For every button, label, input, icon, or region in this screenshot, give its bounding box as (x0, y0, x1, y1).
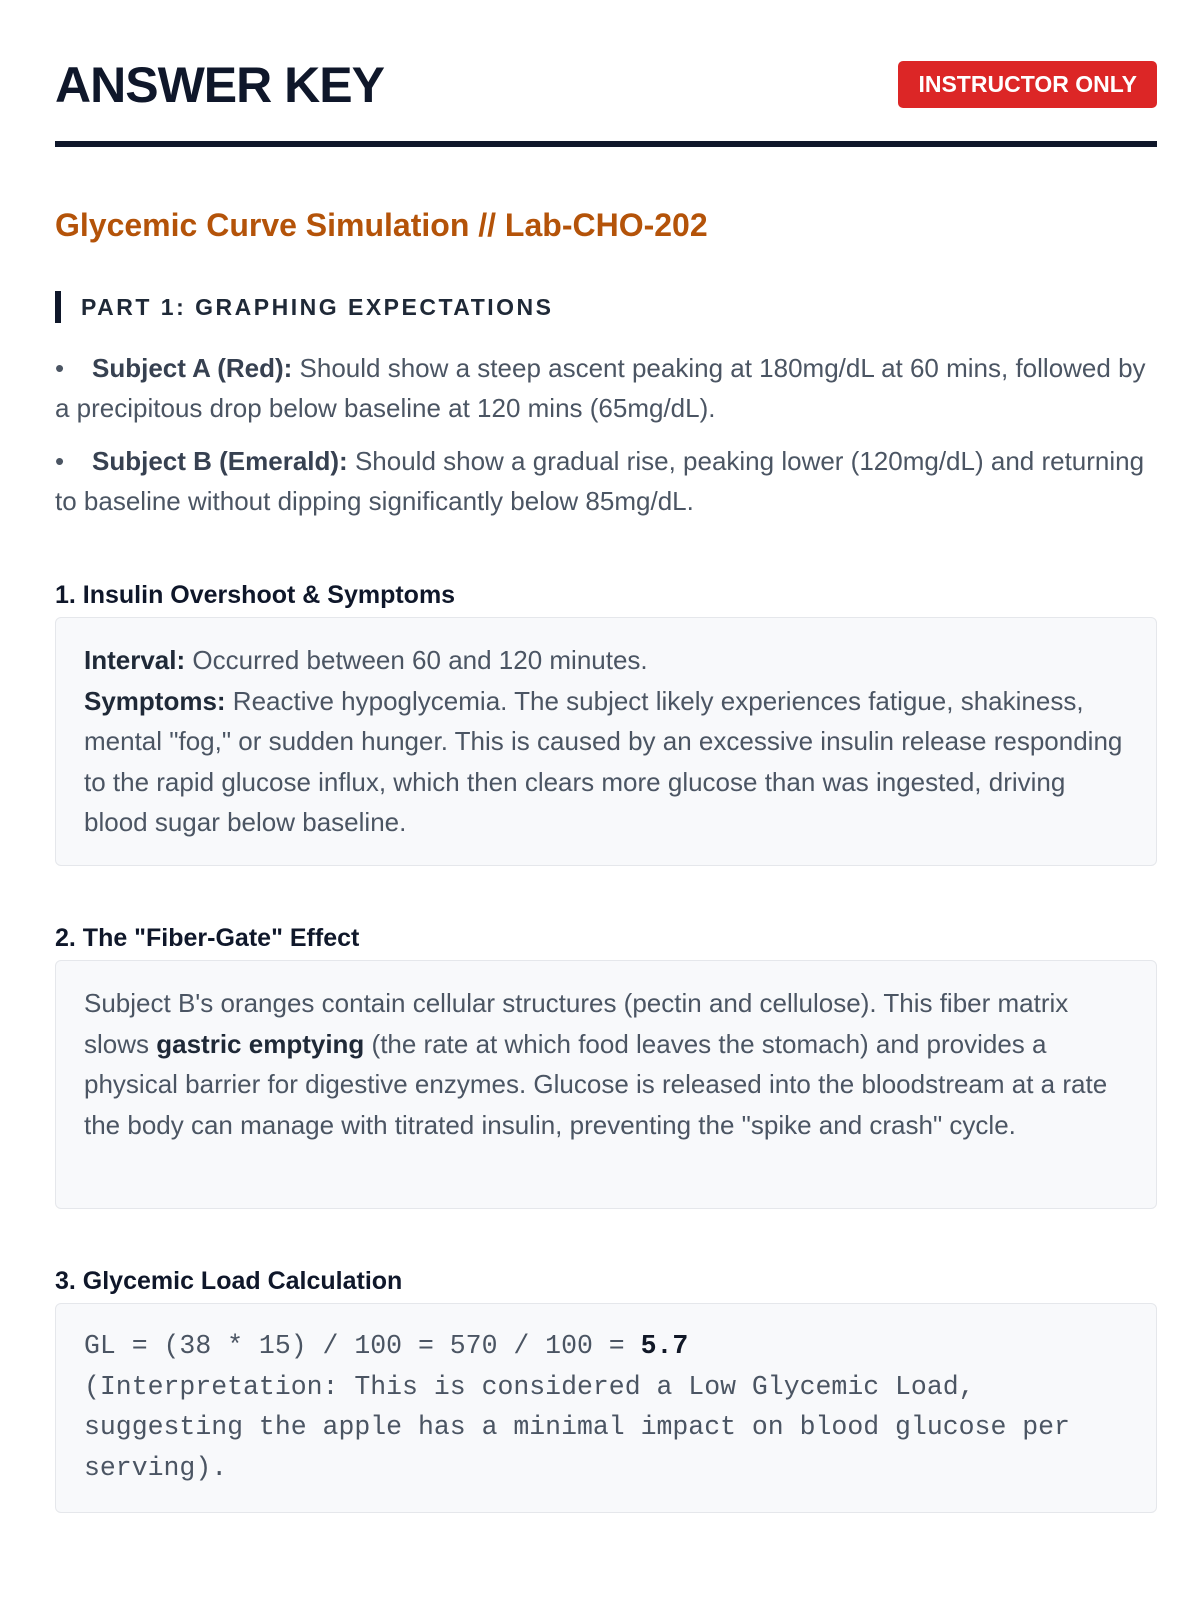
question-2-answer (55, 960, 1157, 1209)
question-2-title: 2. The "Fiber-Gate" Effect (55, 924, 360, 952)
question-1-title: 1. Insulin Overshoot & Symptoms (55, 581, 456, 609)
list-item (55, 441, 1160, 521)
gl-interpretation: (Interpretation: This is considered a Low Glycemic Load, suggesting the apple has a minimal impact on blood glucose per serving). (84, 1371, 1070, 1483)
interval-label: Interval: (84, 645, 186, 675)
part-1-heading: PART 1: GRAPHING EXPECTATIONS (55, 291, 553, 323)
list-item (55, 348, 1160, 428)
graphing-expectations-list (55, 348, 1160, 534)
fiber-text-after: (the rate at which food leaves the stomach) and provides a physical barrier for digestive enzymes. Glucose is released into the bloodstream at a rate the body can manage with titrated insulin, preventing the "spike and crash" cycle. (84, 1028, 1108, 1140)
fiber-gate-paragraph (84, 983, 1128, 1145)
subject-b-text: Should show a gradual rise, peaking lower (120mg/dL) and returning to baseline without dipping significantly below 85mg/dL. (55, 446, 1145, 516)
bullet-icon: • (55, 446, 65, 476)
gl-result: 5.7 (640, 1331, 689, 1361)
lab-subtitle: Glycemic Curve Simulation // Lab-CHO-202 (55, 207, 708, 243)
header (55, 55, 1157, 147)
question-3-answer (55, 1303, 1157, 1513)
symptoms-paragraph (84, 681, 1128, 843)
page-title: ANSWER KEY (55, 57, 384, 113)
symptoms-text: Reactive hypoglycemia. The subject likely experiences fatigue, shakiness, mental "fog," or sudden hunger. This is caused by an excessive insulin release responding to the rapid glucose influx, which then clears more glucose than was ingested, driving blood sugar below baseline. (84, 685, 1123, 837)
question-1-answer (55, 617, 1157, 866)
gastric-emptying-term: gastric emptying (156, 1028, 365, 1059)
interval-text: Occurred between 60 and 120 minutes. (185, 645, 648, 675)
instructor-only-badge: INSTRUCTOR ONLY (898, 61, 1157, 108)
interval-line (84, 640, 1128, 681)
question-3-title: 3. Glycemic Load Calculation (55, 1267, 403, 1295)
fiber-text-before: Subject B's oranges contain cellular structures (pectin and cellulose). This fiber matrix slows (84, 988, 1069, 1059)
gl-formula: GL = (38 * 15) / 100 = 570 / 100 = (84, 1331, 641, 1361)
gl-formula-line (84, 1326, 1128, 1367)
bullet-icon: • (55, 353, 65, 383)
subject-b-label: Subject B (Emerald): (92, 446, 348, 476)
subject-a-text: Should show a steep ascent peaking at 180mg/dL at 60 mins, followed by a precipitous drop below baseline at 120 mins (65mg/dL). (55, 353, 1146, 423)
symptoms-label: Symptoms: (84, 685, 226, 716)
subject-a-label: Subject A (Red): (92, 353, 293, 383)
